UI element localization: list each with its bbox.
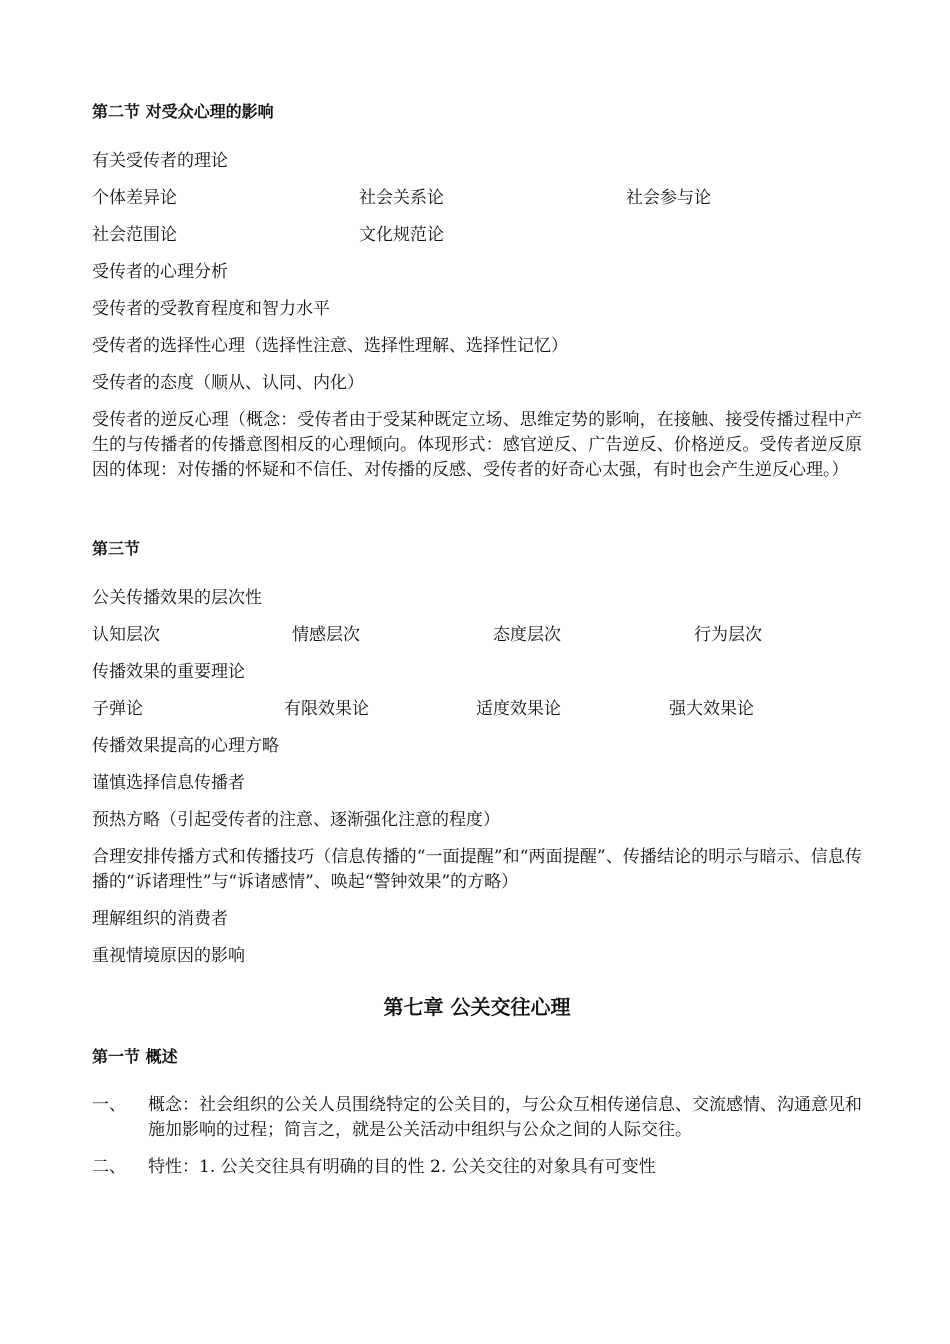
effect-levels-row — [92, 623, 862, 648]
theory-individual-difference: 个体差异论 — [92, 188, 177, 208]
item-text: 特性：1. 公关交往具有明确的目的性 2. 公关交往的对象具有可变性 — [148, 1157, 656, 1177]
level-attitude: 态度层次 — [493, 625, 561, 645]
theory-social-relation: 社会关系论 — [359, 188, 444, 208]
theory-social-category: 社会范围论 — [92, 225, 177, 245]
numbered-item-concept — [92, 1093, 862, 1143]
item-marker: 二、 — [92, 1157, 126, 1177]
numbered-item-characteristics — [92, 1155, 862, 1180]
theory-powerful-effect: 强大效果论 — [669, 699, 754, 719]
strategy-consumers: 理解组织的消费者 — [92, 909, 228, 929]
section-heading-3: 第三节 — [92, 539, 141, 558]
effect-levels-title: 公关传播效果的层次性 — [92, 588, 262, 608]
item-marker: 一、 — [92, 1095, 126, 1115]
chapter-title: 第七章 公关交往心理 — [383, 995, 571, 1019]
theory-limited-effect: 有限效果论 — [284, 699, 369, 719]
theory-bullet: 子弹论 — [92, 699, 143, 719]
strategy-communicator: 谨慎选择信息传播者 — [92, 773, 245, 793]
document-content — [92, 100, 862, 1180]
level-cognitive: 认知层次 — [92, 625, 160, 645]
strategy-situation: 重视情境原因的影响 — [92, 946, 245, 966]
psych-item-education: 受传者的受教育程度和智力水平 — [92, 299, 330, 319]
item-text: 概念：社会组织的公关人员围绕特定的公关目的，与公众互相传递信息、交流感情、沟通意见和施加影响的过程；简言之，就是公关活动中组织与公众之间的人际交往。 — [148, 1095, 862, 1140]
level-emotional: 情感层次 — [292, 625, 360, 645]
section-heading-ch7-1: 第一节 概述 — [92, 1047, 178, 1066]
strategy-title: 传播效果提高的心理方略 — [92, 736, 279, 756]
theories-row-2 — [92, 223, 862, 248]
strategy-preheat: 预热方略（引起受传者的注意、逐渐强化注意的程度） — [92, 810, 500, 830]
effect-theories-row — [92, 697, 862, 722]
section-heading-2: 第二节 对受众心理的影响 — [92, 102, 274, 121]
psych-item-attitude: 受传者的态度（顺从、认同、内化） — [92, 373, 364, 393]
theory-social-participation: 社会参与论 — [626, 188, 711, 208]
psych-analysis-title: 受传者的心理分析 — [92, 262, 228, 282]
effect-theories-title: 传播效果的重要理论 — [92, 662, 245, 682]
strategy-arrangement: 合理安排传播方式和传播技巧（信息传播的“一面提醒”和“两面提醒”、传播结论的明示与暗示、信息传播的“诉诸理性”与“诉诸感情”、唤起“警钟效果”的方略） — [92, 847, 862, 892]
psych-item-reverse: 受传者的逆反心理（概念：受传者由于受某种既定立场、思维定势的影响，在接触、接受传播过程中产生的与传播者的传播意图相反的心理倾向。体现形式：感官逆反、广告逆反、价格逆反。受传者逆反原因的体现：对传播的怀疑和不信任、对传播的反感、受传者的好奇心太强，有时也会产生逆反心理。） — [92, 410, 862, 480]
theory-title: 有关受传者的理论 — [92, 151, 228, 171]
theory-cultural-norm: 文化规范论 — [359, 225, 444, 245]
theory-moderate-effect: 适度效果论 — [476, 699, 561, 719]
theories-row-1 — [92, 186, 862, 211]
level-behavior: 行为层次 — [694, 625, 762, 645]
psych-item-selective: 受传者的选择性心理（选择性注意、选择性理解、选择性记忆） — [92, 336, 568, 356]
